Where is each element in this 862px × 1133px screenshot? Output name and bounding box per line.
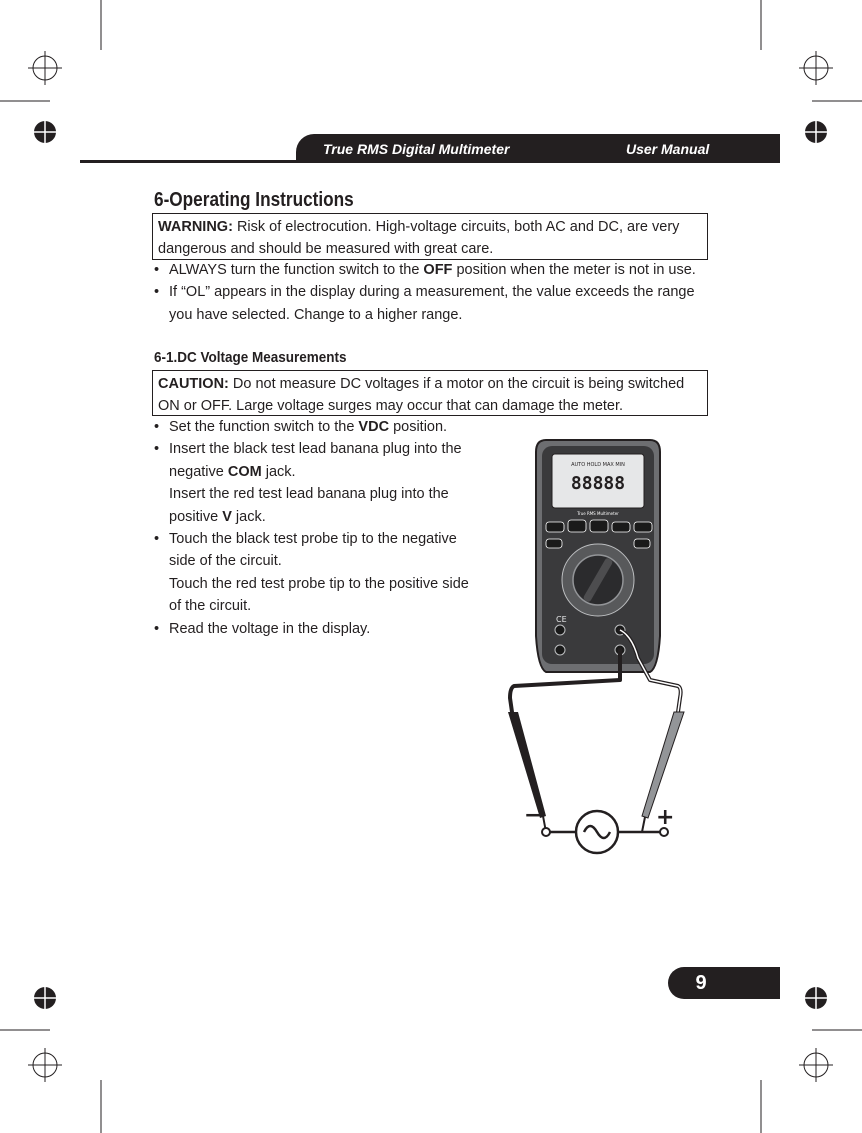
bullet-text: position when the meter is not in use. <box>452 262 696 278</box>
list-item <box>154 438 484 460</box>
caution-box <box>152 370 708 416</box>
meter-button <box>568 520 586 532</box>
bullet-text: If “OL” appears in the display during a measurement, the value exceeds the range <box>169 284 695 301</box>
step-text: jack. <box>261 463 296 480</box>
meter-button <box>634 539 650 548</box>
bullet-glyph: • <box>154 620 160 637</box>
bullet-glyph: • <box>154 262 160 278</box>
list-item <box>154 281 714 303</box>
registration-mark-br <box>799 1048 833 1082</box>
step-text: Insert the black test lead banana plug into the <box>169 441 462 458</box>
bullet-text-continued: you have selected. Change to a higher range. <box>169 306 463 323</box>
header-manual-label: User Manual <box>626 141 710 157</box>
registration-mark-tl <box>28 51 62 85</box>
step-text: position. <box>389 419 448 435</box>
bullet-glyph: • <box>154 441 160 458</box>
circuit-terminal-negative <box>542 828 550 836</box>
bullet-bold: OFF <box>423 262 453 278</box>
caution-label: CAUTION: <box>158 376 229 392</box>
plus-sign: + <box>656 805 675 830</box>
registration-mark-bl <box>28 1048 62 1082</box>
step-text: jack. <box>231 508 266 525</box>
step-text-continued <box>154 506 484 528</box>
warning-text-line1: Risk of electrocution. High-voltage circuits, both AC and DC, are very <box>232 219 680 235</box>
step-bold: COM <box>227 463 262 480</box>
minus-sign: − <box>524 803 543 828</box>
svg-text:CE: CE <box>556 615 567 624</box>
warning-text-line2: dangerous and should be measured with great care. <box>158 241 494 257</box>
page-number: 9 <box>668 967 780 999</box>
registration-mark-tr <box>799 51 833 85</box>
steps-list <box>154 416 484 640</box>
meter-button <box>546 522 564 532</box>
step-text-continued: of the circuit. <box>169 598 252 615</box>
header-title: True RMS Digital Multimeter <box>323 141 510 157</box>
meter-button <box>612 522 630 532</box>
subsection-title: 6-1.DC Voltage Measurements <box>154 349 347 366</box>
step-text: positive <box>169 508 223 525</box>
caution-text-line2: ON or OFF. Large voltage surges may occur that can damage the meter. <box>158 398 624 414</box>
step-text-continued <box>154 461 484 483</box>
step-text-continued: side of the circuit. <box>169 553 282 570</box>
jack-a <box>555 625 565 635</box>
bullet-glyph: • <box>154 284 160 301</box>
step-text-continued: Insert the red test lead banana plug into the <box>169 486 449 503</box>
lcd-digits: 88888 <box>570 473 626 494</box>
warning-box <box>152 213 708 260</box>
section-title: 6-Operating Instructions <box>154 189 354 211</box>
meter-button <box>546 539 562 548</box>
list-item <box>154 618 484 640</box>
list-item <box>154 259 714 281</box>
bullet-text: ALWAYS turn the function switch to the <box>169 262 424 278</box>
meter-button <box>634 522 652 532</box>
caution-text-line1: Do not measure DC voltages if a motor on the circuit is being switched <box>228 376 685 392</box>
step-text: Read the voltage in the display. <box>169 620 371 637</box>
step-text-continued: Touch the red test probe tip to the positive side <box>169 575 469 592</box>
bullet-glyph: • <box>154 419 160 435</box>
step-bold: V <box>222 508 232 525</box>
step-text: negative <box>169 463 228 480</box>
list-item <box>154 416 484 438</box>
step-text: Set the function switch to the <box>169 419 359 435</box>
meter-button <box>590 520 608 532</box>
warning-label: WARNING: <box>158 219 233 235</box>
multimeter-illustration <box>498 436 698 866</box>
bullet-glyph: • <box>154 531 160 548</box>
general-bullet-list <box>154 259 714 326</box>
meter-brand: True RMS Multimeter <box>577 511 619 516</box>
step-text: Touch the black test probe tip to the negative <box>169 531 457 548</box>
jack-ma <box>555 645 565 655</box>
svg-text:AUTO HOLD MAX MIN: AUTO HOLD MAX MIN <box>571 462 625 468</box>
step-bold: VDC <box>358 419 390 435</box>
list-item <box>154 528 484 550</box>
